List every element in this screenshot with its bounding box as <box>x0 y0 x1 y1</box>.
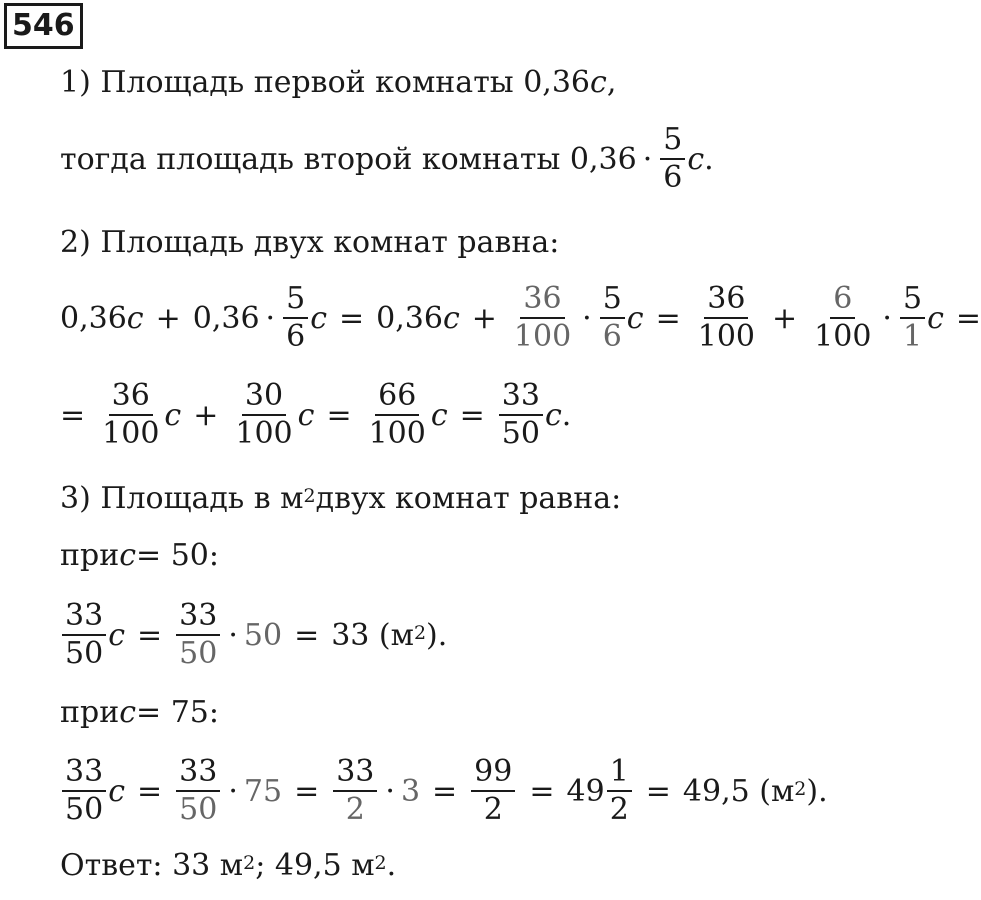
var-c: c <box>687 141 705 177</box>
fraction <box>283 281 308 355</box>
denominator: 6 <box>663 160 683 195</box>
var-c: c <box>297 397 315 433</box>
step3-equation-1: $\frac{33}{50}$ c = $\frac{33}{50}$ · 50 = 33 (м $^2$ ). <box>60 600 447 670</box>
numerator: 36 <box>704 281 748 319</box>
plus-sign: + <box>471 300 497 336</box>
plus-sign: + <box>772 300 798 336</box>
denominator: 1 <box>902 319 923 354</box>
equals-sign: = <box>529 773 555 809</box>
step3-title: 3) Площадь в м $^2$ двух комнат равна: <box>60 480 622 516</box>
denominator: 50 <box>65 792 104 827</box>
denominator: 100 <box>513 319 572 354</box>
denominator: 6 <box>602 319 622 354</box>
coef: 0,36 <box>192 300 260 336</box>
equals-sign: = <box>339 300 365 336</box>
denominator: 50 <box>179 636 218 671</box>
case-c-75 <box>60 677 219 747</box>
answer-line: Ответ: 33 м $^2$ ; 49,5 м $^2$ . <box>60 847 397 883</box>
case-c-50 <box>60 520 219 590</box>
fraction <box>62 598 106 672</box>
value-75: 75 <box>243 773 283 809</box>
var-c: c <box>544 397 562 433</box>
equals-sign: = <box>137 773 163 809</box>
denominator: 2 <box>609 792 629 827</box>
equals-sign: = <box>655 300 681 336</box>
result: 49,5 (м <box>682 773 795 809</box>
punct: . <box>704 141 714 177</box>
step2-equation-1 <box>60 281 981 354</box>
var-c: c <box>927 300 944 336</box>
fraction <box>176 754 220 828</box>
step2-equation-2 <box>60 380 571 450</box>
step1-line1-text: 1) Площадь первой комнаты 0,36 <box>60 64 590 100</box>
fraction <box>607 754 632 828</box>
value-50: 50 <box>243 617 283 653</box>
denominator: 100 <box>814 319 872 354</box>
denominator: 100 <box>102 416 160 451</box>
var-c: c <box>430 397 448 433</box>
numerator: 5 <box>283 281 308 319</box>
denominator: 50 <box>501 416 540 451</box>
equals-sign: = <box>459 397 485 433</box>
var-c: c <box>108 773 125 809</box>
fraction <box>176 598 220 672</box>
step2-title-text: 2) Площадь двух комнат равна: <box>60 224 560 260</box>
mul-dot: · <box>228 617 238 653</box>
numerator: 33 <box>499 378 543 416</box>
plus-sign: + <box>155 300 181 336</box>
var-c: c <box>590 64 607 100</box>
equals-sign: = <box>326 397 352 433</box>
fraction <box>366 378 429 452</box>
coef: 0,36 <box>60 300 127 336</box>
mul-dot: · <box>385 773 395 809</box>
fraction <box>811 281 874 355</box>
mul-dot: · <box>265 300 276 336</box>
numerator: 33 <box>333 754 377 792</box>
numerator: 66 <box>375 378 419 416</box>
answer-text-2: ; 49,5 м <box>255 847 375 883</box>
punct: . <box>561 397 572 433</box>
equals-sign: = <box>137 617 163 653</box>
var-c: c <box>119 694 137 730</box>
mul-dot: · <box>642 141 653 177</box>
var-c: c <box>626 300 644 336</box>
mixed-whole: 49 <box>566 773 605 809</box>
equals-sign: = <box>432 773 458 809</box>
step3-title-text: 3) Площадь в м <box>60 480 304 516</box>
fraction <box>62 754 106 828</box>
step3-title-text-2: двух комнат равна: <box>315 480 622 516</box>
fraction <box>695 281 758 355</box>
value-3: 3 <box>400 773 421 809</box>
step1-line2 <box>60 124 714 194</box>
numerator: 33 <box>62 598 106 636</box>
numerator: 6 <box>830 281 855 319</box>
equals-sign: = <box>60 397 86 433</box>
numerator: 5 <box>600 281 625 319</box>
result: 33 (м <box>331 617 414 653</box>
var-c: c <box>442 300 460 336</box>
step1-line2-text: тогда площадь второй комнаты 0,36 <box>60 141 637 177</box>
numerator: 33 <box>62 754 106 792</box>
fraction <box>600 281 625 355</box>
equals-sign: = <box>645 773 671 809</box>
mul-dot: · <box>228 773 238 809</box>
numerator: 5 <box>900 281 925 319</box>
numerator: 36 <box>109 378 153 416</box>
punct: ). <box>426 617 448 653</box>
fraction <box>333 754 377 828</box>
denominator: 50 <box>179 792 218 827</box>
fraction <box>232 378 295 452</box>
denominator: 100 <box>697 319 756 354</box>
problem-number: 546 <box>4 3 83 49</box>
case-value: = 50: <box>136 537 219 573</box>
denominator: 2 <box>483 792 503 827</box>
punct: , <box>606 64 617 100</box>
fraction <box>660 122 685 196</box>
fraction <box>471 754 515 828</box>
fraction <box>900 281 925 355</box>
var-c: c <box>126 300 144 336</box>
numerator: 30 <box>242 378 286 416</box>
mul-dot: · <box>582 300 592 336</box>
numerator: 33 <box>176 754 220 792</box>
numerator: 36 <box>520 281 564 319</box>
step3-equation-2: $\frac{33}{50}$ c = $\frac{33}{50}$ · 75 = $\frac{33}{2}$ · 3 = $\frac{99}{2}$ = 49 $\frac{1}{2}$ = 49,5 (м $^2$ ). <box>60 756 828 826</box>
fraction <box>511 281 574 355</box>
var-c: c <box>164 397 182 433</box>
answer-text: Ответ: 33 м <box>60 847 244 883</box>
var-c: c <box>108 617 125 653</box>
step1-line1 <box>60 47 616 117</box>
step2-title <box>60 207 559 277</box>
case-label: при <box>60 537 120 573</box>
fraction <box>499 378 543 452</box>
denominator: 100 <box>368 416 426 451</box>
denominator: 100 <box>235 416 293 451</box>
punct: ). <box>806 773 828 809</box>
punct: . <box>386 847 397 883</box>
denominator: 6 <box>286 319 306 354</box>
fraction <box>99 378 162 452</box>
equals-sign: = <box>955 300 981 336</box>
numerator: 5 <box>660 122 685 160</box>
denominator: 2 <box>345 792 365 827</box>
var-c: c <box>310 300 327 336</box>
equals-sign: = <box>294 773 320 809</box>
numerator: 99 <box>471 754 515 792</box>
case-label: при <box>60 694 120 730</box>
equals-sign: = <box>294 617 320 653</box>
numerator: 33 <box>176 598 220 636</box>
case-value: = 75: <box>136 694 219 730</box>
mul-dot: · <box>882 300 892 336</box>
var-c: c <box>119 537 137 573</box>
numerator: 1 <box>607 754 632 792</box>
coef: 0,36 <box>376 300 443 336</box>
plus-sign: + <box>193 397 219 433</box>
denominator: 50 <box>65 636 104 671</box>
